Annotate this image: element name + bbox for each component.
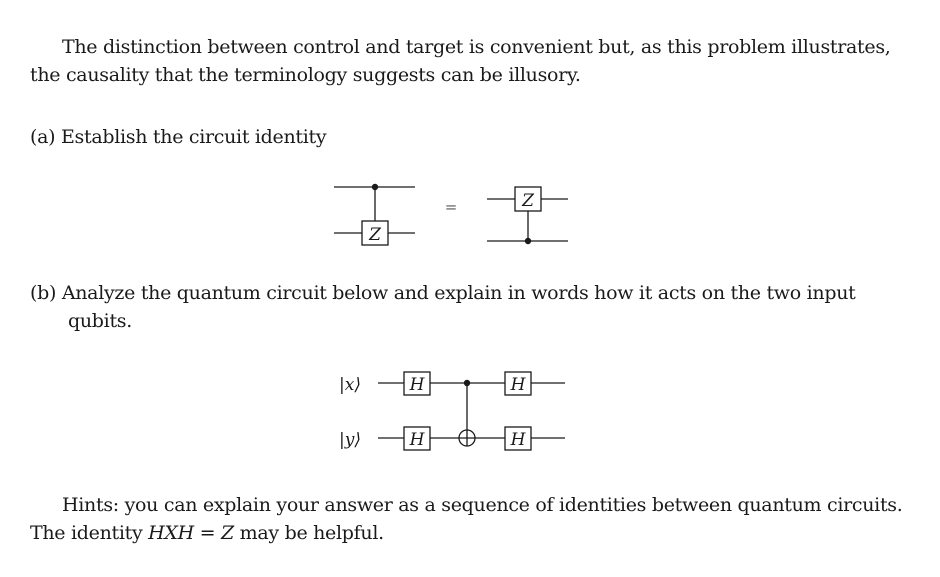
- hints-math-z: Z: [221, 522, 234, 544]
- hints-math-hxh: HXH: [148, 522, 194, 544]
- control-dot-b: [464, 380, 470, 386]
- input-x-ket: |x⟩: [339, 375, 361, 395]
- h-gate-label-4: H: [510, 430, 526, 450]
- intro-line-1: The distinction between control and target is convenient but, as this problem illustrates,: [62, 36, 891, 58]
- control-dot-a-left: [372, 184, 378, 190]
- intro-line-2: the causality that the terminology suggests can be illusory.: [30, 64, 581, 86]
- circuit-b: [378, 372, 565, 450]
- hints-math-equals: =: [193, 522, 222, 544]
- part-b-line-2: qubits.: [68, 310, 132, 332]
- hints-line-2-prefix: The identity: [30, 522, 149, 544]
- z-gate-label-right: Z: [522, 191, 534, 211]
- z-gate-label-left: Z: [369, 225, 381, 245]
- h-gate-label-3: H: [510, 375, 526, 395]
- h-gate-label-1: H: [409, 375, 425, 395]
- part-b-line-1: (b) Analyze the quantum circuit below and explain in words how it acts on the two input: [30, 282, 856, 304]
- input-y-ket: |y⟩: [339, 430, 361, 450]
- hints-line-2-suffix: may be helpful.: [233, 522, 384, 544]
- part-a-heading: (a) Establish the circuit identity: [30, 126, 327, 148]
- hints-line-1: Hints: you can explain your answer as a sequence of identities between quantum circuits.: [62, 494, 903, 516]
- control-dot-a-right: [525, 238, 531, 244]
- hints-line-2: [30, 522, 384, 544]
- h-gate-label-2: H: [409, 430, 425, 450]
- equals-sign: =: [444, 198, 458, 216]
